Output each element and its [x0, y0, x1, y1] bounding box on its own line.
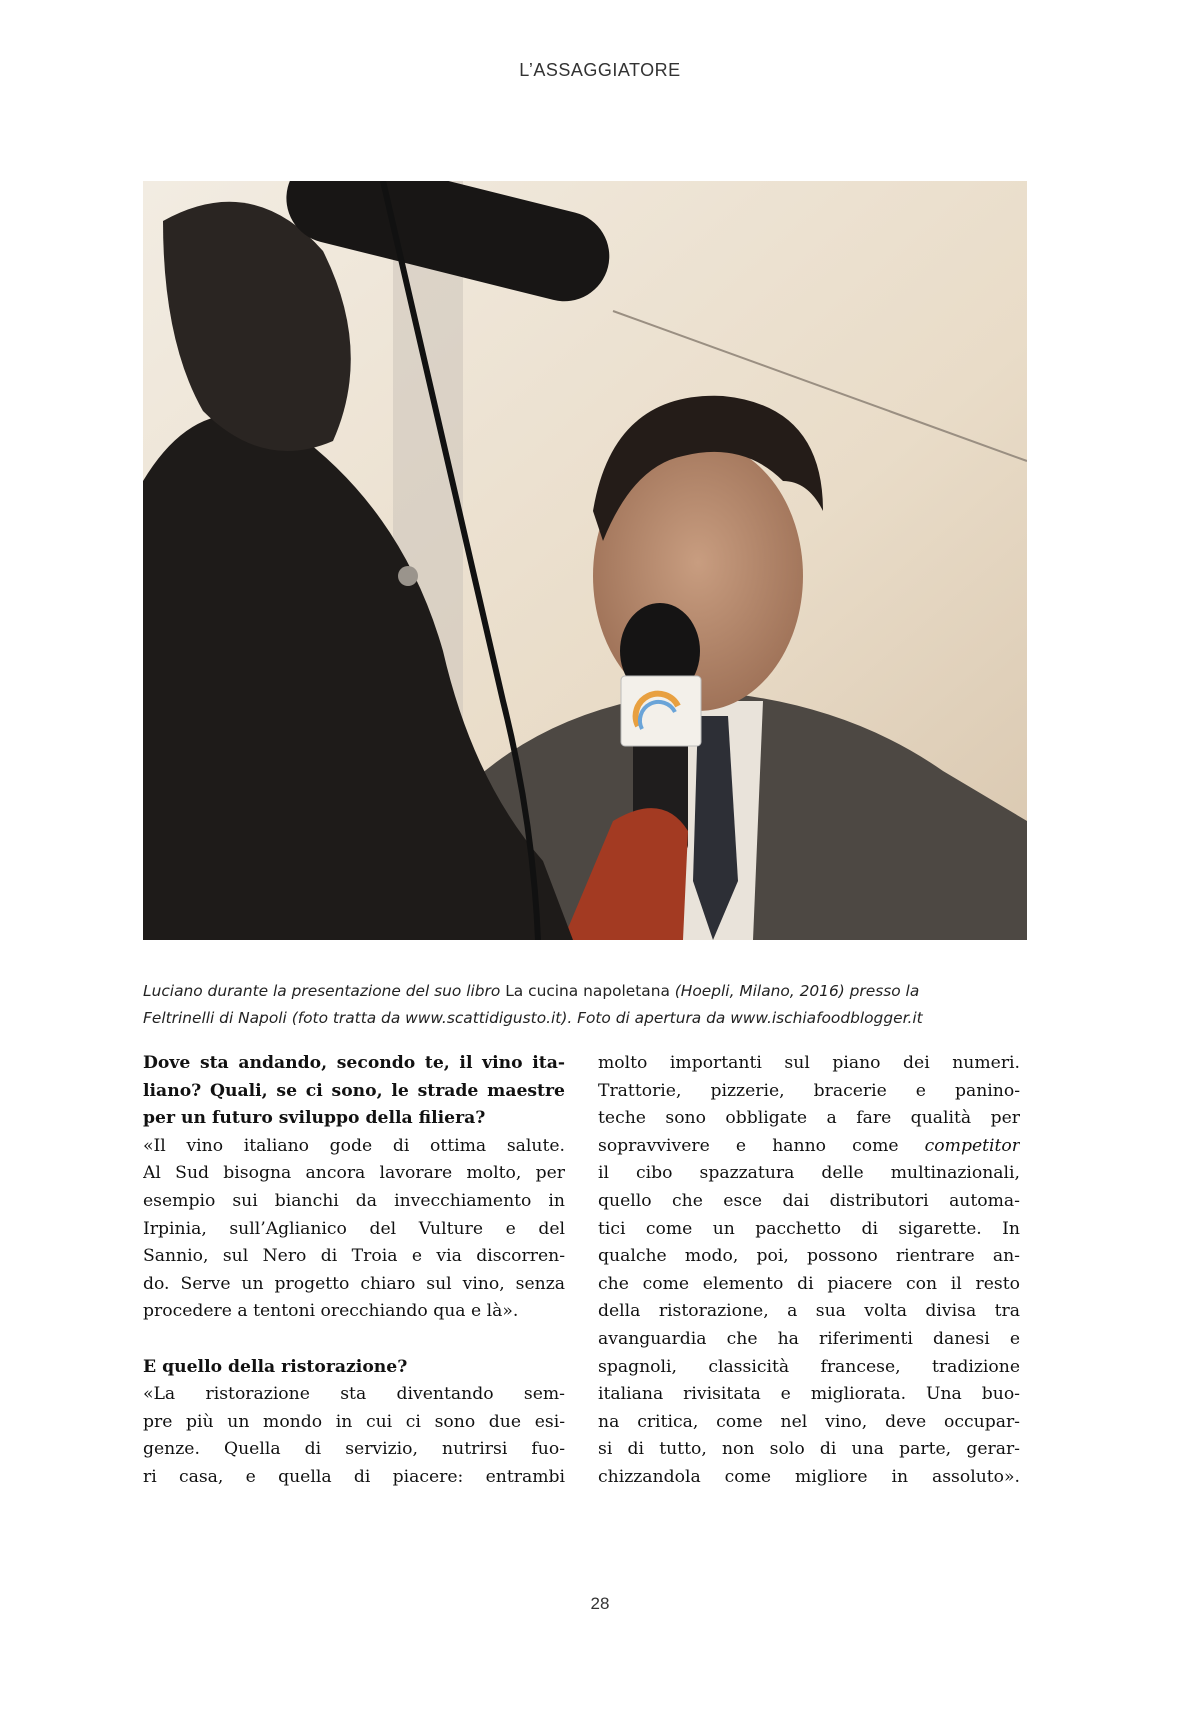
answer-line: Al Sud bisogna ancora lavorare molto, per	[143, 1163, 565, 1184]
answer-line: Sannio, sul Nero di Troia e via discorren-	[143, 1246, 565, 1267]
left-column	[143, 1050, 565, 1492]
caption-line-2: Feltrinelli di Napoli (foto tratta da www.scattidigusto.it). Foto di apertura da www.ischiafoodblogger.it	[143, 1009, 923, 1027]
answer-line: della ristorazione, a sua volta divisa tra	[598, 1301, 1020, 1322]
answer-line: italiana rivisitata e migliorata. Una buo-	[598, 1384, 1020, 1405]
caption-line-1	[143, 978, 1027, 1005]
answer-line: spagnoli, classicità francese, tradizione	[598, 1356, 1020, 1377]
answer-line: pre più un mondo in cui ci sono due esi-	[143, 1411, 565, 1432]
answer-line-with-italic	[598, 1133, 1020, 1161]
answer-line: Irpinia, sull’Aglianico del Vulture e del	[143, 1218, 565, 1239]
question-line: E quello della ristorazione?	[143, 1356, 408, 1377]
answer-line: ri casa, e quella di piacere: entrambi	[143, 1466, 565, 1487]
caption-text-2: (Hoepli, Milano, 2016) presso la	[669, 982, 920, 1000]
answer-line: procedere a tentoni orecchiando qua e là».	[143, 1301, 519, 1322]
answer-line: avanguardia che ha riferimenti danesi e	[598, 1328, 1020, 1349]
right-column	[598, 1050, 1020, 1492]
coat-button	[398, 566, 418, 586]
answer-line: qualche modo, poi, possono rientrare an-	[598, 1246, 1020, 1267]
answer-line: teche sono obbligate a fare qualità per	[598, 1108, 1020, 1129]
photo-caption	[143, 978, 1027, 1032]
answer-line: esempio sui bianchi da invecchiamento in	[143, 1190, 565, 1211]
answer-line: chizzandola come migliore in assoluto».	[598, 1466, 1020, 1487]
answer-line: il cibo spazzatura delle multinazionali,	[598, 1163, 1020, 1184]
answer-text: sopravvivere e hanno come	[598, 1135, 899, 1156]
running-head: L’ASSAGGIATORE	[519, 60, 681, 80]
mic-flag	[621, 676, 701, 746]
question-line: Dove sta andando, secondo te, il vino ita-	[143, 1053, 565, 1073]
answer-line: quello che esce dai distributori automa-	[598, 1190, 1020, 1211]
question-line: liano? Quali, se ci sono, le strade maestre	[143, 1080, 565, 1101]
question-line: per un futuro sviluppo della filiera?	[143, 1108, 486, 1129]
photo-illustration	[143, 181, 1027, 940]
answer-line: Trattorie, pizzerie, bracerie e panino-	[598, 1080, 1020, 1101]
answer-line: tici come un pacchetto di sigarette. In	[598, 1218, 1020, 1239]
paragraph-gap	[143, 1326, 565, 1354]
caption-book-title: La cucina napoletana	[505, 982, 670, 1000]
answer-line: si di tutto, non solo di una parte, gerar-	[598, 1439, 1020, 1460]
answer-line: «La ristorazione sta diventando sem-	[143, 1384, 565, 1405]
caption-text: Luciano durante la presentazione del suo libro	[143, 982, 506, 1000]
answer-line: molto importanti sul piano dei numeri.	[598, 1053, 1020, 1073]
answer-line: «Il vino italiano gode di ottima salute.	[143, 1135, 565, 1156]
page-number: 28	[590, 1594, 610, 1613]
interview-photo	[143, 181, 1027, 940]
answer-line: genze. Quella di servizio, nutrirsi fuo-	[143, 1439, 565, 1460]
answer-line: che come elemento di piacere con il resto	[598, 1273, 1020, 1294]
italic-word: competitor	[924, 1135, 1020, 1156]
answer-line: do. Serve un progetto chiaro sul vino, senza	[143, 1273, 565, 1294]
answer-line: na critica, come nel vino, deve occupar-	[598, 1411, 1020, 1432]
